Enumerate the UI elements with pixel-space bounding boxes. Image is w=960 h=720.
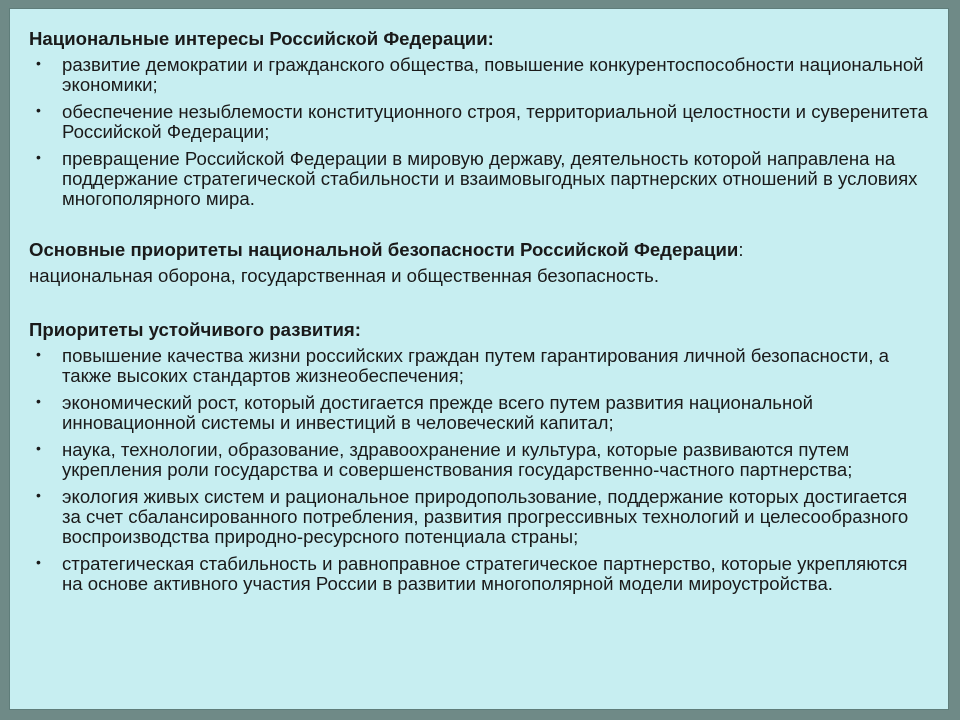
section-text: национальная оборона, государственная и общественная безопасность. — [29, 265, 660, 286]
list-item-text: развитие демократии и гражданского общества, повышение конкурентоспособности национальной экономики; — [62, 54, 924, 95]
section-sustainable-development — [29, 320, 929, 594]
list-item — [29, 55, 929, 95]
list-item — [29, 393, 929, 433]
slide-content — [29, 29, 929, 601]
section-security-priorities — [29, 240, 929, 286]
section-national-interests — [29, 29, 929, 209]
list-item-text: экология живых систем и рациональное природопользование, поддержание которых достигается за счет сбалансированного потребления, развития прогрессивных технологий и целесообразного воспроизводства природно-ресурсного потенциала страны; — [62, 486, 909, 547]
list-item — [29, 102, 929, 142]
section-heading: Приоритеты устойчивого развития: — [29, 319, 361, 340]
bullet-list — [29, 55, 929, 209]
list-item-text: обеспечение незыблемости конституционного строя, территориальной целостности и суверенитета Российской Федерации; — [62, 101, 928, 142]
bullet-list — [29, 346, 929, 594]
bullet-icon: • — [36, 440, 41, 456]
bullet-icon: • — [36, 55, 41, 71]
bullet-icon: • — [36, 554, 41, 570]
section-heading — [29, 240, 929, 260]
list-item-text: стратегическая стабильность и равноправное стратегическое партнерство, которые укрепляются на основе активного участия России в развитии многополярной модели мироустройства. — [62, 553, 908, 594]
list-item — [29, 440, 929, 480]
bullet-icon: • — [36, 393, 41, 409]
section-heading: Национальные интересы Российской Федерации: — [29, 28, 494, 49]
list-item — [29, 149, 929, 209]
bullet-icon: • — [36, 149, 41, 165]
list-item — [29, 346, 929, 386]
section-heading-text: Основные приоритеты национальной безопасности Российской Федерации — [29, 239, 739, 260]
list-item-text: превращение Российской Федерации в мировую державу, деятельность которой направлена на поддержание стратегической стабильности и взаимовыгодных партнерских отношений в условиях многополярного мира. — [62, 148, 918, 209]
list-item-text: экономический рост, который достигается прежде всего путем развития национальной инновационной системы и инвестиций в человеческий капитал; — [62, 392, 813, 433]
bullet-icon: • — [36, 346, 41, 362]
bullet-icon: • — [36, 102, 41, 118]
bullet-icon: • — [36, 487, 41, 503]
list-item — [29, 554, 929, 594]
list-item — [29, 487, 929, 547]
list-item-text: наука, технологии, образование, здравоохранение и культура, которые развиваются путем укрепления роли государства и совершенствования государственно-частного партнерства; — [62, 439, 853, 480]
heading-colon: : — [738, 239, 744, 260]
slide — [9, 8, 949, 710]
list-item-text: повышение качества жизни российских граждан путем гарантирования личной безопасности, а также высоких стандартов жизнеобеспечения; — [62, 345, 890, 386]
